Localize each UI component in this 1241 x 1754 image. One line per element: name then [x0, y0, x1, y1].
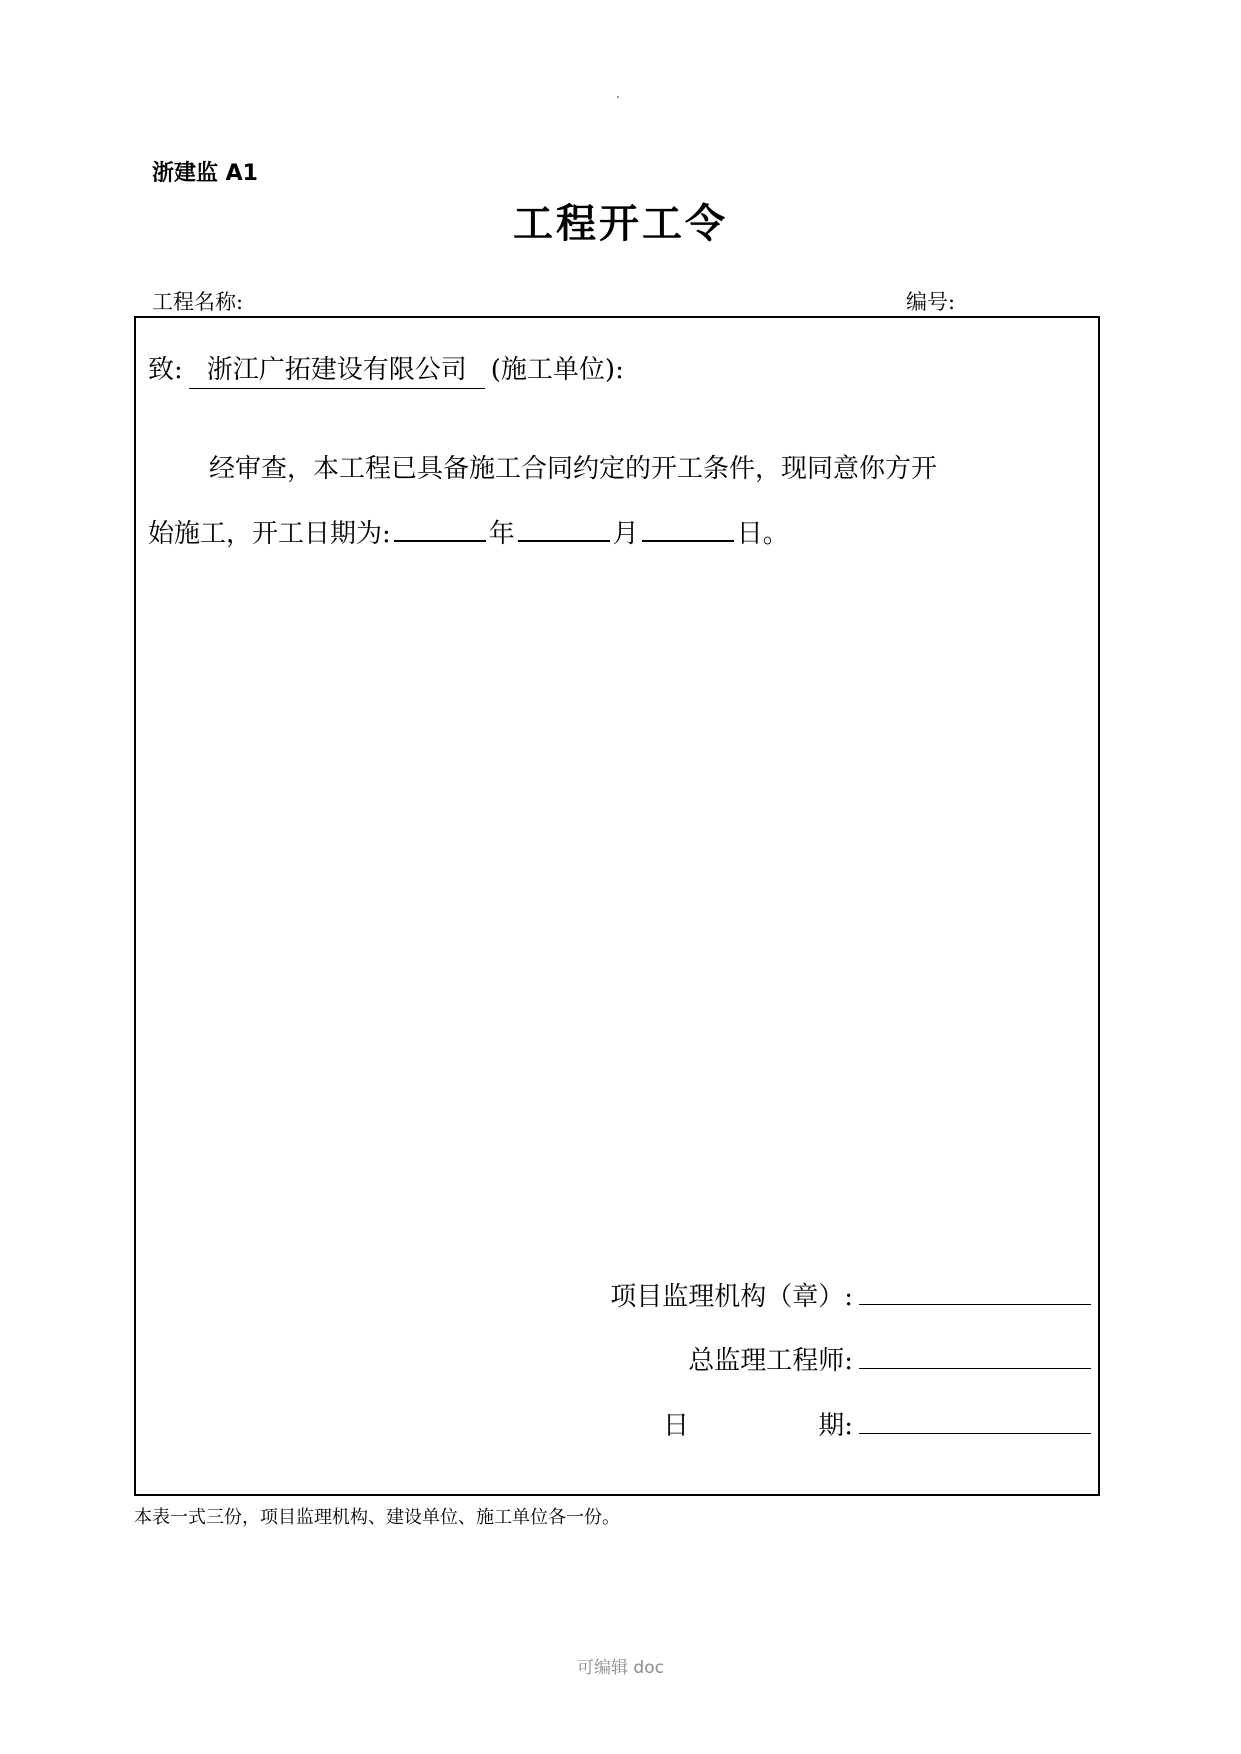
project-name-label: 工程名称:: [152, 290, 244, 314]
notice-line-2: [148, 513, 789, 550]
to-prefix: 致:: [148, 355, 183, 385]
recipient-suffix: (施工单位):: [490, 355, 624, 385]
supervision-org-row: [610, 1276, 1091, 1313]
page-marker-dot: [617, 96, 619, 98]
chief-engineer-row: [688, 1340, 1091, 1377]
page-footer: 可编辑 doc: [577, 1658, 664, 1678]
start-date-label: 始施工，开工日期为:: [148, 519, 391, 549]
day-blank[interactable]: [642, 516, 734, 542]
form-box: [134, 316, 1100, 1496]
supervision-org-field[interactable]: [859, 1282, 1091, 1305]
year-blank[interactable]: [394, 516, 486, 542]
chief-engineer-label: 总监理工程师:: [688, 1346, 853, 1376]
addressee-line: [148, 349, 624, 389]
sign-date-field[interactable]: [859, 1411, 1091, 1434]
month-blank[interactable]: [518, 516, 610, 542]
number-label: 编号:: [906, 290, 956, 314]
recipient-field[interactable]: 浙江广拓建设有限公司: [189, 349, 485, 389]
year-label: 年: [488, 519, 515, 549]
footnote: 本表一式三份，项目监理机构、建设单位、施工单位各一份。: [134, 1507, 620, 1528]
form-code: 浙建监 A1: [152, 161, 258, 186]
sign-date-row: [663, 1405, 1091, 1442]
notice-line-1: 经审查，本工程已具备施工合同约定的开工条件，现同意你方开: [209, 454, 938, 484]
chief-engineer-field[interactable]: [859, 1346, 1091, 1369]
day-label: 日。: [736, 519, 789, 549]
sign-date-label: [663, 1405, 853, 1442]
document-title: 工程开工令: [513, 200, 728, 247]
sign-date-char-2: 期:: [818, 1411, 853, 1441]
month-label: 月: [612, 519, 639, 549]
sign-date-char-1: 日: [663, 1411, 690, 1441]
supervision-org-label: 项目监理机构（章）:: [610, 1282, 853, 1312]
